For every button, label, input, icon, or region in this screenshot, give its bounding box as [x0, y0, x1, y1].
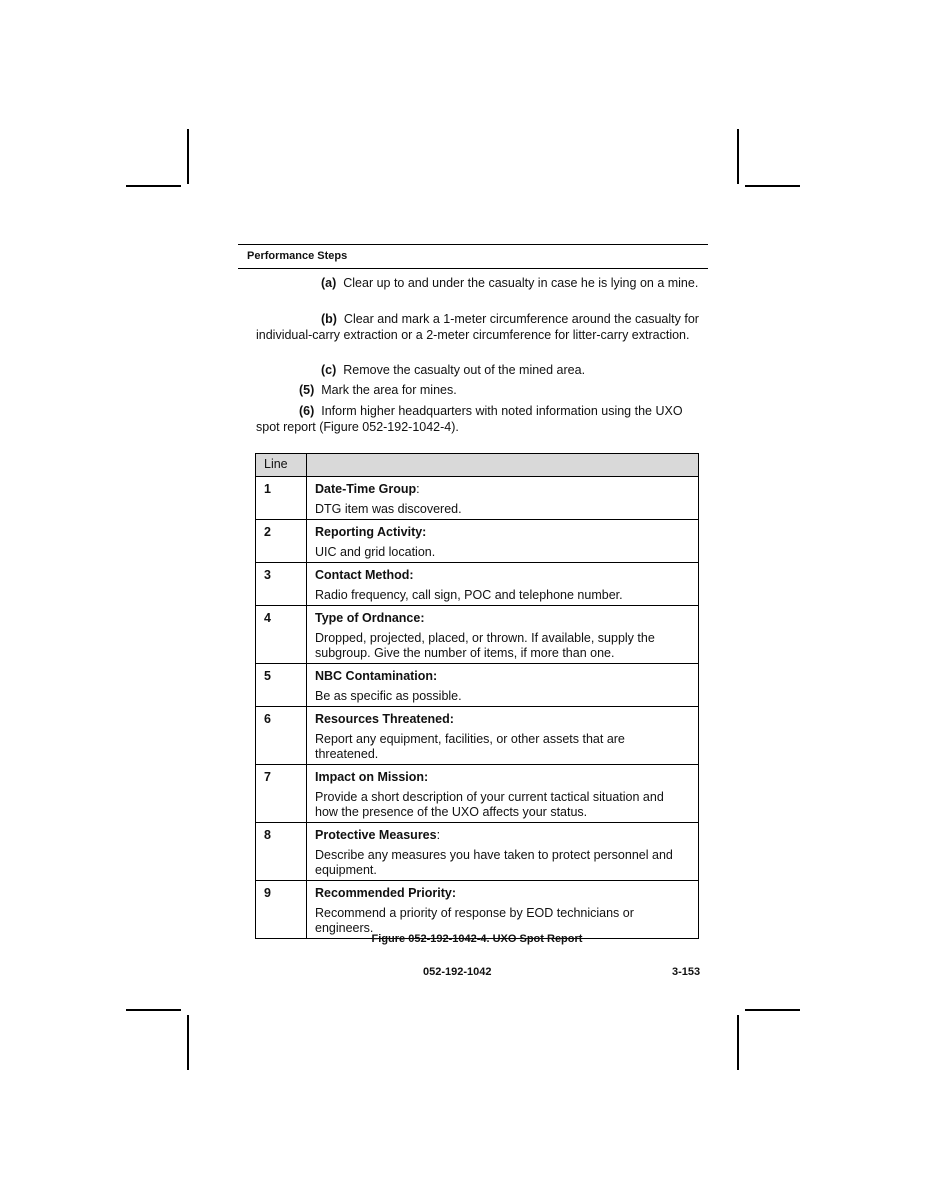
line-column-header: Line: [256, 454, 307, 477]
line-number: 6: [256, 707, 307, 765]
line-body: [307, 563, 699, 606]
crop-mark-bottom-right-v: [737, 1015, 739, 1070]
item-title: Protective Measures :: [315, 828, 690, 843]
line-number: 3: [256, 563, 307, 606]
table-row: [256, 765, 699, 823]
table-row: [256, 606, 699, 664]
item-title: NBC Contamination:: [315, 669, 438, 683]
item-title: Impact on Mission:: [315, 770, 429, 784]
table-row: [256, 823, 699, 881]
crop-mark-top-left-v: [187, 129, 189, 184]
line-number: 8: [256, 823, 307, 881]
line-body: [307, 707, 699, 765]
item-title: Recommended Priority:: [315, 886, 457, 900]
step-b: [256, 311, 702, 343]
table-row: [256, 707, 699, 765]
item-title: Contact Method:: [315, 568, 414, 582]
crop-mark-top-right-h: [745, 185, 800, 187]
line-number: 7: [256, 765, 307, 823]
step-label: (a): [321, 276, 337, 290]
step-text: Mark the area for mines.: [321, 383, 457, 397]
line-body: [307, 823, 699, 881]
item-description: Describe any measures you have taken to protect personnel and equipment.: [315, 848, 673, 877]
step-text: Clear up to and under the casualty in case he is lying on a mine.: [343, 276, 699, 290]
step-label: (b): [321, 312, 337, 326]
line-number: 2: [256, 520, 307, 563]
step-text: Clear and mark a 1-meter circumference around the casualty for individual-carry extraction or a 2-meter circumference for litter-carry extraction.: [256, 312, 699, 342]
line-body: [307, 881, 699, 939]
table-header-row: [256, 454, 699, 477]
table-row: [256, 520, 699, 563]
item-title: Reporting Activity:: [315, 525, 427, 539]
step-label: (5): [299, 383, 315, 397]
uxo-spot-report-table: [255, 453, 699, 939]
line-body: [307, 477, 699, 520]
step-label: (c): [321, 363, 337, 377]
item-description: Recommend a priority of response by EOD technicians or engineers.: [315, 906, 634, 935]
item-description: DTG item was discovered.: [315, 502, 462, 516]
line-body: [307, 765, 699, 823]
crop-mark-bottom-left-v: [187, 1015, 189, 1070]
line-number: 4: [256, 606, 307, 664]
table-row: [256, 563, 699, 606]
step-6: [256, 403, 702, 435]
header-rule-top: [238, 244, 708, 245]
table-row: [256, 477, 699, 520]
step-text: Remove the casualty out of the mined area.: [343, 363, 586, 377]
line-number: 5: [256, 664, 307, 707]
step-5: [256, 382, 702, 398]
step-a: [256, 275, 702, 291]
item-description: Be as specific as possible.: [315, 689, 462, 703]
footer-page-number: 3-153: [672, 966, 701, 978]
crop-mark-top-left-h: [126, 185, 181, 187]
line-body: [307, 664, 699, 707]
item-description: UIC and grid location.: [315, 545, 436, 559]
figure-caption: Figure 052-192-1042-4. UXO Spot Report: [371, 933, 583, 945]
line-number: 9: [256, 881, 307, 939]
table-row: [256, 881, 699, 939]
step-c: [256, 362, 702, 378]
step-text: Inform higher headquarters with noted information using the UXO spot report (Figure 052-192-1042-4).: [256, 404, 683, 434]
footer-task-code: 052-192-1042: [423, 966, 492, 978]
item-description: Radio frequency, call sign, POC and telephone number.: [315, 588, 623, 602]
step-label: (6): [299, 404, 315, 418]
item-title: Type of Ordnance:: [315, 611, 425, 625]
item-description: Provide a short description of your current tactical situation and how the presence of the UXO affects your status.: [315, 790, 664, 819]
crop-mark-bottom-left-h: [126, 1009, 181, 1011]
table-row: [256, 664, 699, 707]
crop-mark-bottom-right-h: [745, 1009, 800, 1011]
item-title: Resources Threatened:: [315, 712, 454, 726]
line-number: 1: [256, 477, 307, 520]
line-body: [307, 520, 699, 563]
description-column-header: [307, 454, 699, 477]
header-rule-bottom: [238, 268, 708, 269]
item-description: Report any equipment, facilities, or other assets that are threatened.: [315, 732, 625, 761]
section-title: Performance Steps: [247, 250, 348, 262]
item-title: Date-Time Group :: [315, 482, 690, 497]
crop-mark-top-right-v: [737, 129, 739, 184]
line-body: [307, 606, 699, 664]
item-description: Dropped, projected, placed, or thrown. If available, supply the subgroup. Give the number of items, if more than one.: [315, 631, 655, 660]
